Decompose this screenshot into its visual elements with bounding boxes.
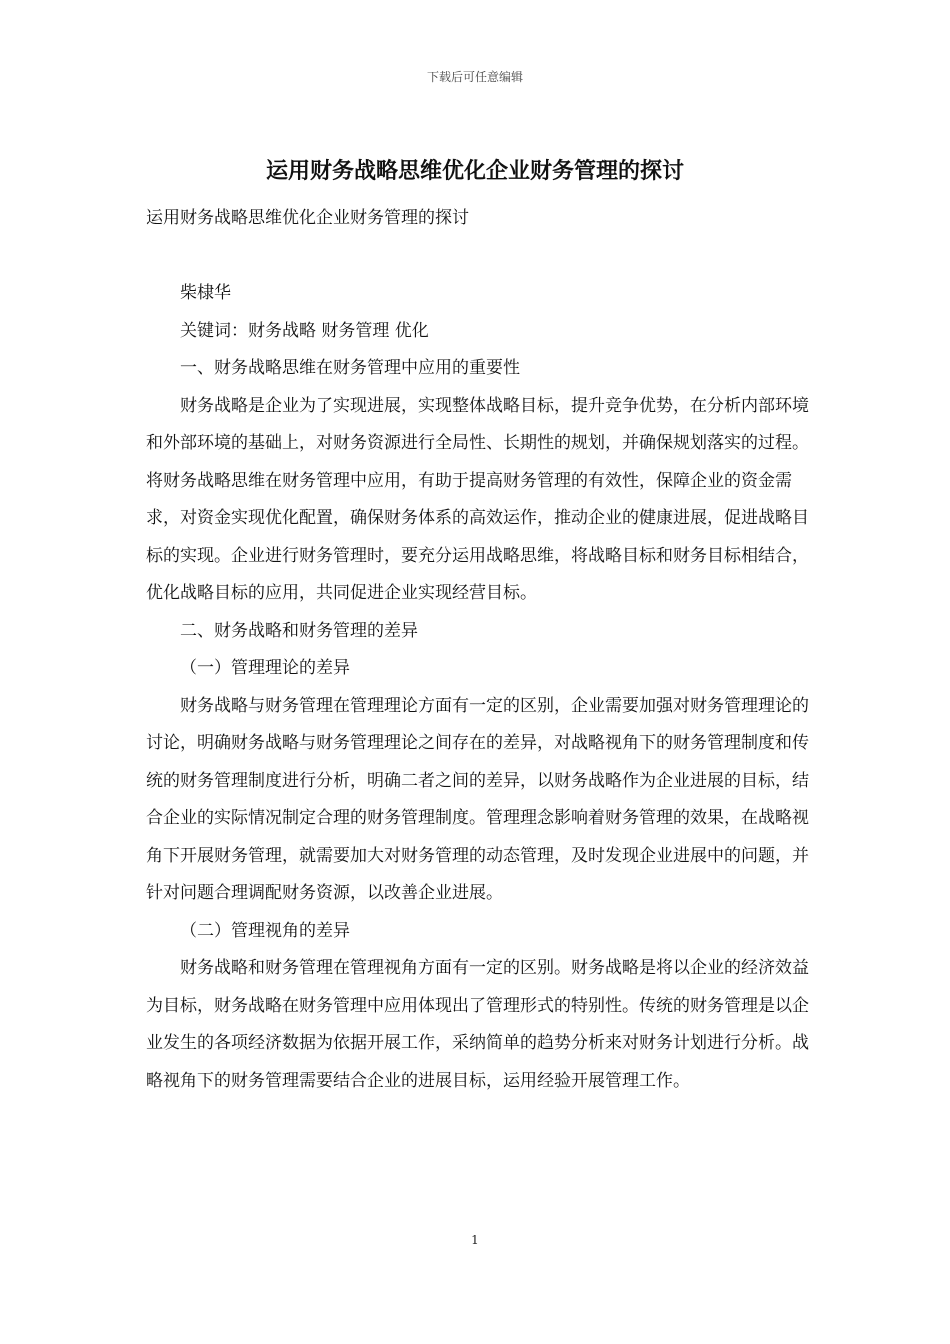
page-number: 1 bbox=[471, 1233, 479, 1247]
section-heading-1: 一、财务战略思维在财务管理中应用的重要性 bbox=[180, 358, 520, 378]
document-body bbox=[146, 200, 816, 1100]
section-heading-2: 二、财务战略和财务管理的差异 bbox=[180, 620, 418, 641]
document-title: 运用财务战略思维优化企业财务管理的探讨 bbox=[265, 159, 684, 184]
keywords-line: 关键词：财务战略 财务管理 优化 bbox=[180, 320, 429, 341]
subsection-heading-1: （一）管理理论的差异 bbox=[180, 658, 350, 678]
page-header-note: 下载后可任意编辑 bbox=[426, 70, 523, 84]
document-subtitle: 运用财务战略思维优化企业财务管理的探讨 bbox=[146, 208, 469, 228]
subsection-paragraph-2: 财务战略和财务管理在管理视角方面有一定的区别。财务战略是将以企业的经济效益为目标，财务战略在财务管理中应用体现出了管理形式的特别性。传统的财务管理是以企业发生的各项经济数据为依据开展工作，采纳简单的趋势分析来对财务计划进行分析。战略视角下的财务管理需要结合企业的进展目标，运用经验开展管理工作。 bbox=[146, 958, 809, 1091]
section-paragraph-1: 财务战略是企业为了实现进展，实现整体战略目标，提升竞争优势，在分析内部环境和外部环境的基础上，对财务资源进行全局性、长期性的规划，并确保规划落实的过程。将财务战略思维在财务管理中应用，有助于提高财务管理的有效性，保障企业的资金需求，对资金实现优化配置，确保财务体系的高效运作，推动企业的健康进展，促进战略目标的实现。企业进行财务管理时，要充分运用战略思维，将战略目标和财务目标相结合，优化战略目标的应用，共同促进企业实现经营目标。 bbox=[146, 395, 809, 603]
author-name: 柴棣华 bbox=[180, 283, 231, 303]
subsection-heading-2: （二）管理视角的差异 bbox=[180, 920, 350, 941]
subsection-paragraph-1: 财务战略与财务管理在管理理论方面有一定的区别，企业需要加强对财务管理理论的讨论，明确财务战略与财务管理理论之间存在的差异，对战略视角下的财务管理制度和传统的财务管理制度进行分析，明确二者之间的差异，以财务战略作为企业进展的目标，结合企业的实际情况制定合理的财务管理制度。管理理念影响着财务管理的效果，在战略视角下开展财务管理，就需要加大对财务管理的动态管理，及时发现企业进展中的问题，并针对问题合理调配财务资源，以改善企业进展。 bbox=[146, 695, 809, 903]
